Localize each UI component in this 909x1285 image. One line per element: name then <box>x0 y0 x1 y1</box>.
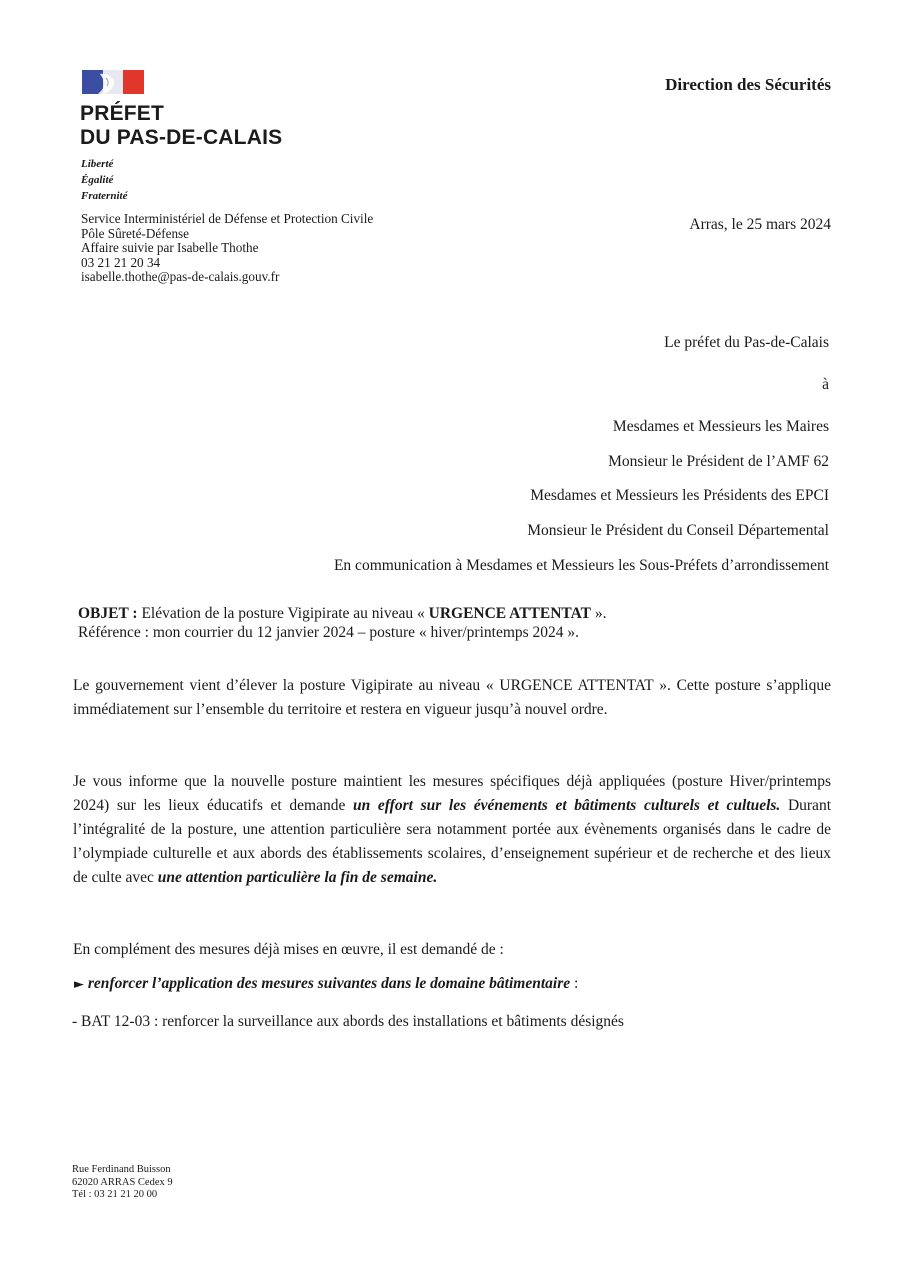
objet-text-end: ». <box>590 605 607 622</box>
direction-heading: Direction des Sécurités <box>665 75 831 94</box>
marianne-flag-logo <box>82 70 144 94</box>
objet-block <box>78 604 606 642</box>
p2-text: Je vous informe que la nouvelle posture maintient les mesures spécifiques déjà appliquées (posture Hiver/printemps 2024) sur les lieux éducatifs et demande <box>73 773 831 814</box>
bullet-arrow-icon: ► <box>74 977 84 992</box>
footer-phone: Tél : 03 21 21 20 00 <box>72 1189 158 1200</box>
motto-fraternite: Fraternité <box>81 190 128 202</box>
service-line: Pôle Sûreté-Défense <box>81 225 190 241</box>
measure-line: - BAT 12-03 : renforcer la surveillance aux abords des installations et bâtiments désignés <box>72 1013 624 1030</box>
p2-text: Durant l’intégralité de la posture, une attention particulière sera notamment portée aux évènements organisés dans le cadre de l’olympiade culturelle et aux abords des établissements scolaires, d’enseignement supérieur et de recherche et des lieux de culte avec <box>73 797 831 886</box>
p2-emphasis-effort: un effort sur les événements et bâtiments culturels et cultuels. <box>353 797 781 814</box>
motto-liberte: Liberté <box>81 158 114 170</box>
recipient-line: Mesdames et Messieurs les Maires <box>612 418 829 435</box>
service-email: isabelle.thothe@pas-de-calais.gouv.fr <box>81 269 280 284</box>
recipient-line: Monsieur le Président de l’AMF 62 <box>608 453 829 470</box>
objet-text: Elévation de la posture Vigipirate au niveau « <box>137 605 429 622</box>
sender-line: Le préfet du Pas-de-Calais <box>664 334 829 351</box>
paragraph-2 <box>73 770 831 890</box>
p2-emphasis-weekend: une attention particulière la fin de semaine. <box>157 869 438 886</box>
objet-line <box>78 604 606 623</box>
prefet-title <box>80 102 282 150</box>
motto-egalite: Égalité <box>81 174 114 186</box>
bullet-text: renforcer l’application des mesures suivantes dans le domaine bâtimentaire <box>87 975 571 992</box>
objet-label: OBJET : <box>78 605 138 622</box>
service-line: Affaire suivie par Isabelle Thothe <box>81 240 259 255</box>
paragraph-3: En complément des mesures déjà mises en œuvre, il est demandé de : <box>73 941 504 958</box>
prefet-title-line1: PRÉFET <box>80 102 165 125</box>
recipient-line: Monsieur le Président du Conseil Départemental <box>527 522 829 539</box>
recipient-a: à <box>822 376 829 393</box>
service-line: Service Interministériel de Défense et Protection Civile <box>81 211 374 226</box>
footer-address <box>72 1164 173 1202</box>
paragraph-1: Le gouvernement vient d’élever la posture Vigipirate au niveau « URGENCE ATTENTAT ». Cette posture s’applique immédiatement sur l’ensemble du territoire et restera en vigueur jusqu’à nouvel ordre. <box>73 677 831 718</box>
recipient-line: Mesdames et Messieurs les Présidents des EPCI <box>530 487 829 504</box>
footer-city: 62020 ARRAS Cedex 9 <box>72 1176 173 1188</box>
footer-street: Rue Ferdinand Buisson <box>72 1164 171 1175</box>
reference-line: Référence : mon courrier du 12 janvier 2024 – posture « hiver/printemps 2024 ». <box>78 624 580 641</box>
objet-emphasis: URGENCE ATTENTAT <box>428 605 591 622</box>
service-contact-block <box>81 212 373 285</box>
bullet-suffix: : <box>570 975 579 992</box>
recipient-line: En communication à Mesdames et Messieurs les Sous-Préfets d’arrondissement <box>333 557 829 574</box>
letter-date: Arras, le 25 mars 2024 <box>689 216 831 233</box>
prefet-title-line2: DU PAS-DE-CALAIS <box>80 126 283 149</box>
service-phone: 03 21 21 20 34 <box>81 254 161 270</box>
bullet-line <box>74 972 832 997</box>
republic-motto <box>81 156 127 204</box>
